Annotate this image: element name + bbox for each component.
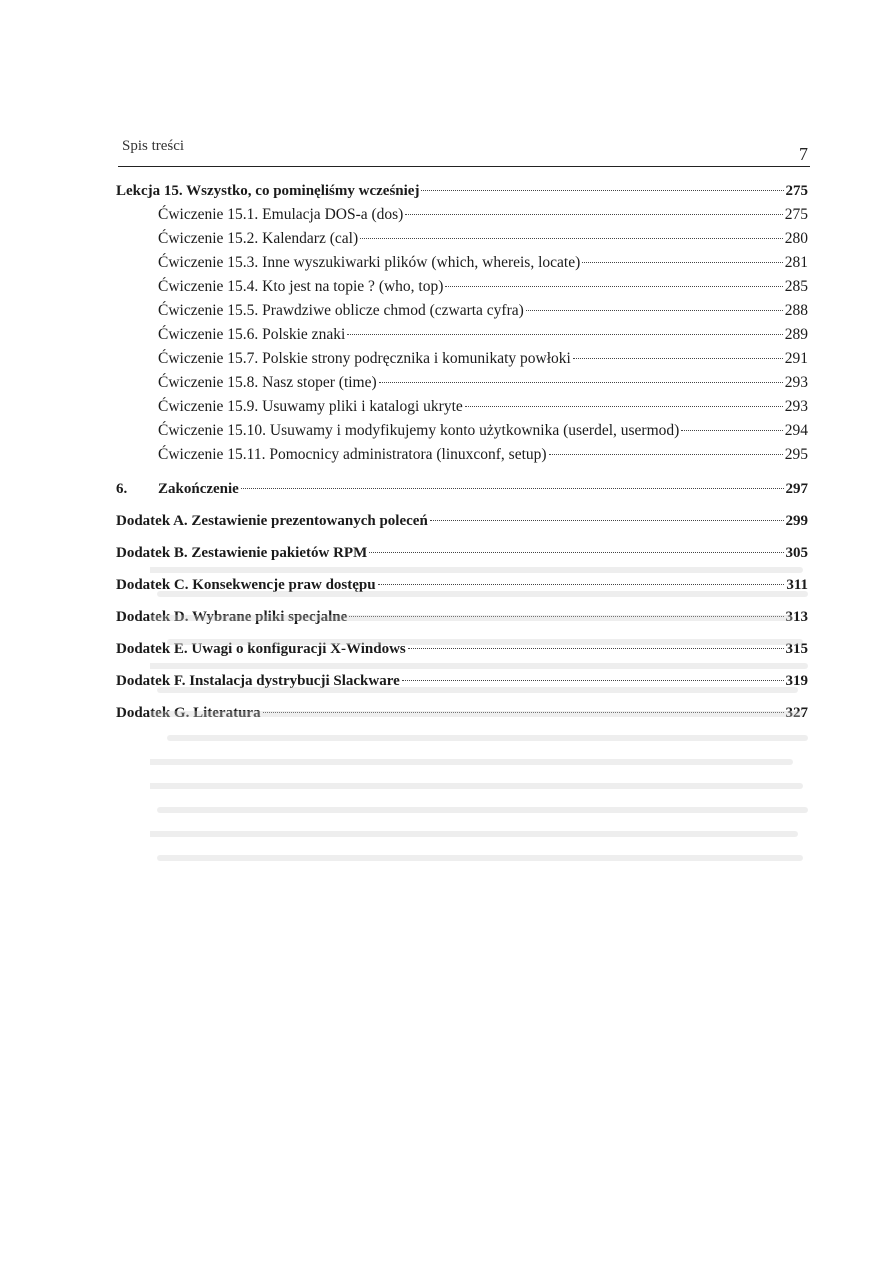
- toc-entry-page: 280: [784, 230, 808, 247]
- toc-entry-label: Ćwiczenie 15.7. Polskie strony podręcznika i komunikaty powłoki: [158, 350, 571, 367]
- dot-leader: [349, 616, 783, 617]
- toc-appendix-a: [116, 510, 808, 532]
- dot-leader: [263, 712, 784, 713]
- toc-appendix-g: [116, 702, 808, 724]
- toc-entry-page: 295: [784, 446, 808, 463]
- toc-entry-label: Ćwiczenie 15.1. Emulacja DOS-a (dos): [158, 206, 404, 223]
- toc-appendix-c: [116, 574, 808, 596]
- toc-entry-label: Dodatek B. Zestawienie pakietów RPM: [116, 545, 368, 561]
- toc-appendix-e: [116, 638, 808, 660]
- toc-entry-page: 285: [784, 278, 808, 295]
- dot-leader: [430, 520, 784, 521]
- toc-entry-page: 305: [785, 545, 808, 561]
- toc-entry-label: Ćwiczenie 15.11. Pomocnicy administratora (linuxconf, setup): [158, 446, 547, 463]
- dot-leader: [347, 334, 783, 335]
- toc-entry-label: Dodatek E. Uwagi o konfiguracji X-Windows: [116, 641, 406, 657]
- toc-entry-label: Dodatek G. Literatura: [116, 705, 261, 721]
- toc-entry-page: 319: [785, 673, 808, 689]
- toc-entry-page: 297: [785, 481, 808, 497]
- toc-entry-page: 291: [784, 350, 808, 367]
- toc-exercise-15-2: [116, 228, 808, 250]
- toc-entry-page: 275: [785, 183, 808, 199]
- toc-exercise-15-9: [116, 396, 808, 418]
- chapter-title: Zakończenie: [158, 481, 239, 497]
- toc-lesson-15: [116, 180, 808, 202]
- dot-leader: [241, 488, 784, 489]
- toc-entry-label: Ćwiczenie 15.8. Nasz stoper (time): [158, 374, 377, 391]
- toc-entry-label: Ćwiczenie 15.3. Inne wyszukiwarki plików (which, whereis, locate): [158, 254, 581, 271]
- toc-exercise-15-3: [116, 252, 808, 274]
- dot-leader: [445, 286, 782, 287]
- toc-entry-page: 275: [784, 206, 808, 223]
- toc-appendix-b: [116, 542, 808, 564]
- toc-entry-page: 281: [784, 254, 808, 271]
- toc-exercise-15-5: [116, 300, 808, 322]
- dot-leader: [421, 190, 783, 191]
- toc-entry-page: 293: [784, 374, 808, 391]
- dot-leader: [378, 584, 785, 585]
- dot-leader: [360, 238, 783, 239]
- dot-leader: [465, 406, 783, 407]
- toc-entry-page: 299: [785, 513, 808, 529]
- toc-entry-page: 294: [784, 422, 808, 439]
- toc-entry-label: Ćwiczenie 15.5. Prawdziwe oblicze chmod (czwarta cyfra): [158, 302, 524, 319]
- toc-entry-page: 311: [786, 577, 808, 593]
- dot-leader: [681, 430, 782, 431]
- toc-entry-label: [116, 478, 239, 500]
- chapter-number: 6.: [116, 481, 128, 497]
- toc-entry-label: Dodatek F. Instalacja dystrybucji Slackware: [116, 673, 400, 689]
- toc-exercise-15-4: [116, 276, 808, 298]
- page-header: [118, 138, 810, 167]
- toc-entry-label: Ćwiczenie 15.9. Usuwamy pliki i katalogi ukryte: [158, 398, 463, 415]
- dot-leader: [526, 310, 783, 311]
- toc-exercise-15-1: [116, 204, 808, 226]
- toc-entry-page: 288: [784, 302, 808, 319]
- running-title: Spis treści: [122, 138, 185, 154]
- toc-appendix-d: [116, 606, 808, 628]
- toc-entry-page: 315: [785, 641, 808, 657]
- dot-leader: [402, 680, 784, 681]
- toc-exercise-15-7: [116, 348, 808, 370]
- dot-leader: [573, 358, 783, 359]
- dot-leader: [582, 262, 783, 263]
- toc-exercise-15-10: [116, 420, 808, 442]
- toc-entry-page: 293: [784, 398, 808, 415]
- dot-leader: [369, 552, 783, 553]
- toc-entry-label: Dodatek A. Zestawienie prezentowanych poleceń: [116, 513, 428, 529]
- toc-entry-label: Ćwiczenie 15.6. Polskie znaki: [158, 326, 346, 343]
- toc-exercise-15-6: [116, 324, 808, 346]
- toc-exercise-15-11: [116, 444, 808, 466]
- dot-leader: [408, 648, 784, 649]
- toc-entry-label: Dodatek D. Wybrane pliki specjalne: [116, 609, 348, 625]
- toc-chapter-6: [116, 478, 808, 500]
- toc-exercise-15-8: [116, 372, 808, 394]
- dot-leader: [405, 214, 782, 215]
- toc-appendix-f: [116, 670, 808, 692]
- page-number: 7: [799, 144, 808, 164]
- toc-entry-label: Ćwiczenie 15.10. Usuwamy i modyfikujemy konto użytkownika (userdel, usermod): [158, 422, 680, 439]
- toc-entry-label: Ćwiczenie 15.2. Kalendarz (cal): [158, 230, 359, 247]
- dot-leader: [379, 382, 783, 383]
- toc-entry-page: 289: [784, 326, 808, 343]
- toc-entry-label: Dodatek C. Konsekwencje praw dostępu: [116, 577, 376, 593]
- toc-entry-label: Lekcja 15. Wszystko, co pominęliśmy wcześniej: [116, 183, 420, 199]
- toc-entry-label: Ćwiczenie 15.4. Kto jest na topie ? (who, top): [158, 278, 444, 295]
- toc-entry-page: 313: [785, 609, 808, 625]
- toc-entry-page: 327: [785, 705, 808, 721]
- table-of-contents: [116, 180, 808, 726]
- dot-leader: [549, 454, 783, 455]
